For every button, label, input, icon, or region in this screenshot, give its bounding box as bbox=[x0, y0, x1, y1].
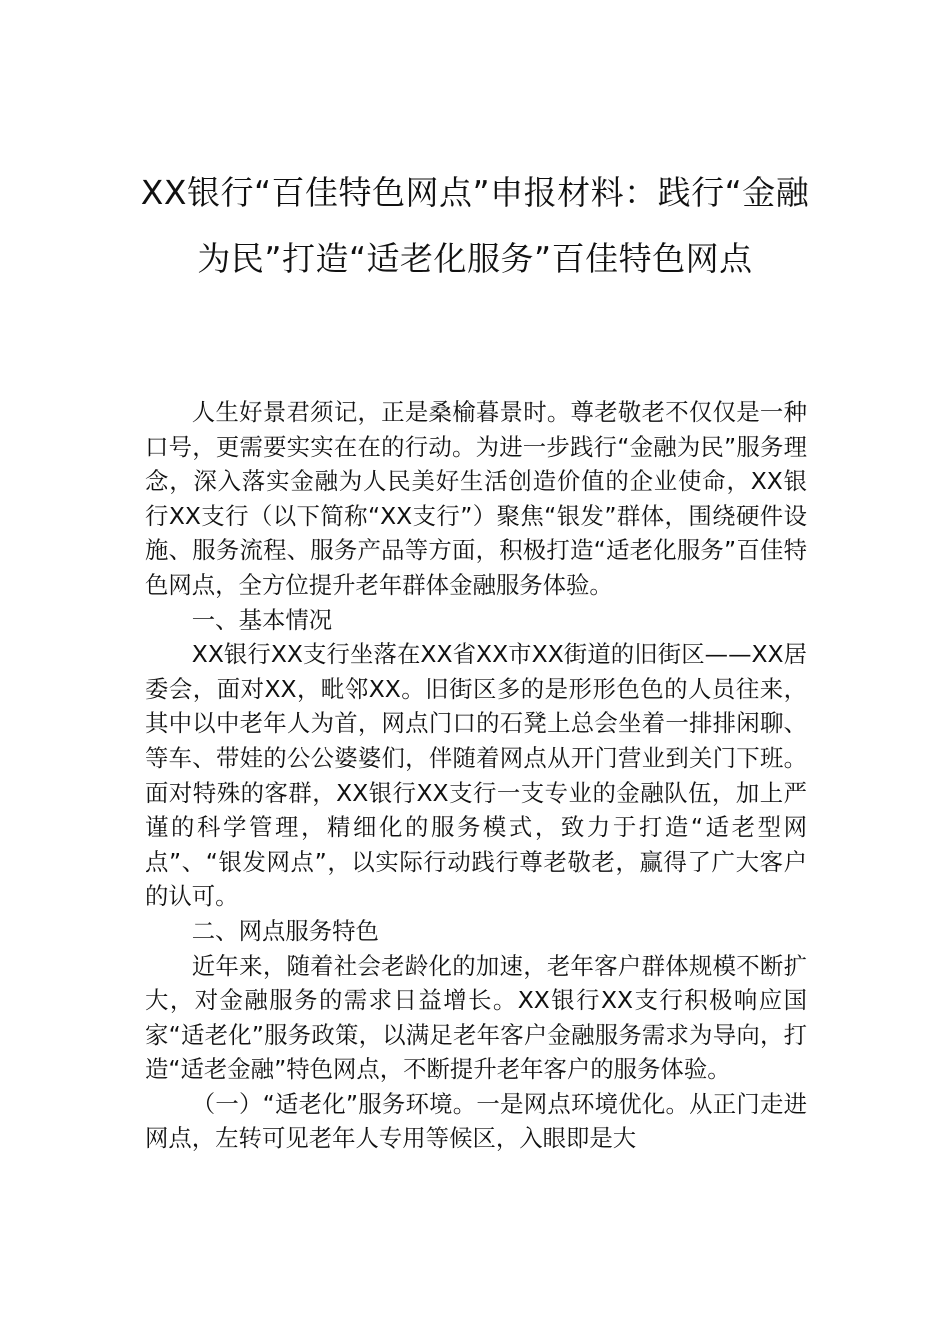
document-body bbox=[145, 395, 807, 1156]
document-title: XX银行“百佳特色网点”申报材料：践行“金融为民”打造“适老化服务”百佳特色网点 bbox=[140, 173, 810, 278]
intro-paragraph: 人生好景君须记，正是桑榆暮景时。尊老敬老不仅仅是一种口号，更需要实实在在的行动。为进一步践行“金融为民”服务理念，深入落实金融为人民美好生活创造价值的企业使命，XX银行XX支行（以下简称“XX支行”）聚焦“银发”群体，围绕硬件设施、服务流程、服务产品等方面，积极打造“适老化服务”百佳特色网点，全方位提升老年群体金融服务体验。 bbox=[145, 398, 807, 599]
service-environment-paragraph: （一）“适老化”服务环境。一是网点环境优化。从正门走进网点，左转可见老年人专用等候区，入眼即是大 bbox=[145, 1089, 807, 1153]
basic-info-paragraph: XX银行XX支行坐落在XX省XX市XX街道的旧街区——XX居委会，面对XX，毗邻XX。旧街区多的是形形色色的人员往来，其中以中老年人为首，网点门口的石凳上总会坐着一排排闲聊、等车、带娃的公公婆婆们，伴随着网点从开门营业到关门下班。面对特殊的客群，XX银行XX支行一支专业的金融队伍，加上严谨的科学管理，精细化的服务模式，致力于打造“适老型网点”、“银发网点”，以实际行动践行尊老敬老，赢得了广大客户的认可。 bbox=[145, 640, 807, 911]
section-heading-service-features: 二、网点服务特色 bbox=[191, 916, 379, 945]
service-features-paragraph: 近年来，随着社会老龄化的加速，老年客户群体规模不断扩大，对金融服务的需求日益增长。XX银行XX支行积极响应国家“适老化”服务政策，以满足老年客户金融服务需求为导向，打造“适老金融”特色网点，不断提升老年客户的服务体验。 bbox=[145, 951, 807, 1084]
section-heading-basic-info: 一、基本情况 bbox=[191, 605, 333, 634]
